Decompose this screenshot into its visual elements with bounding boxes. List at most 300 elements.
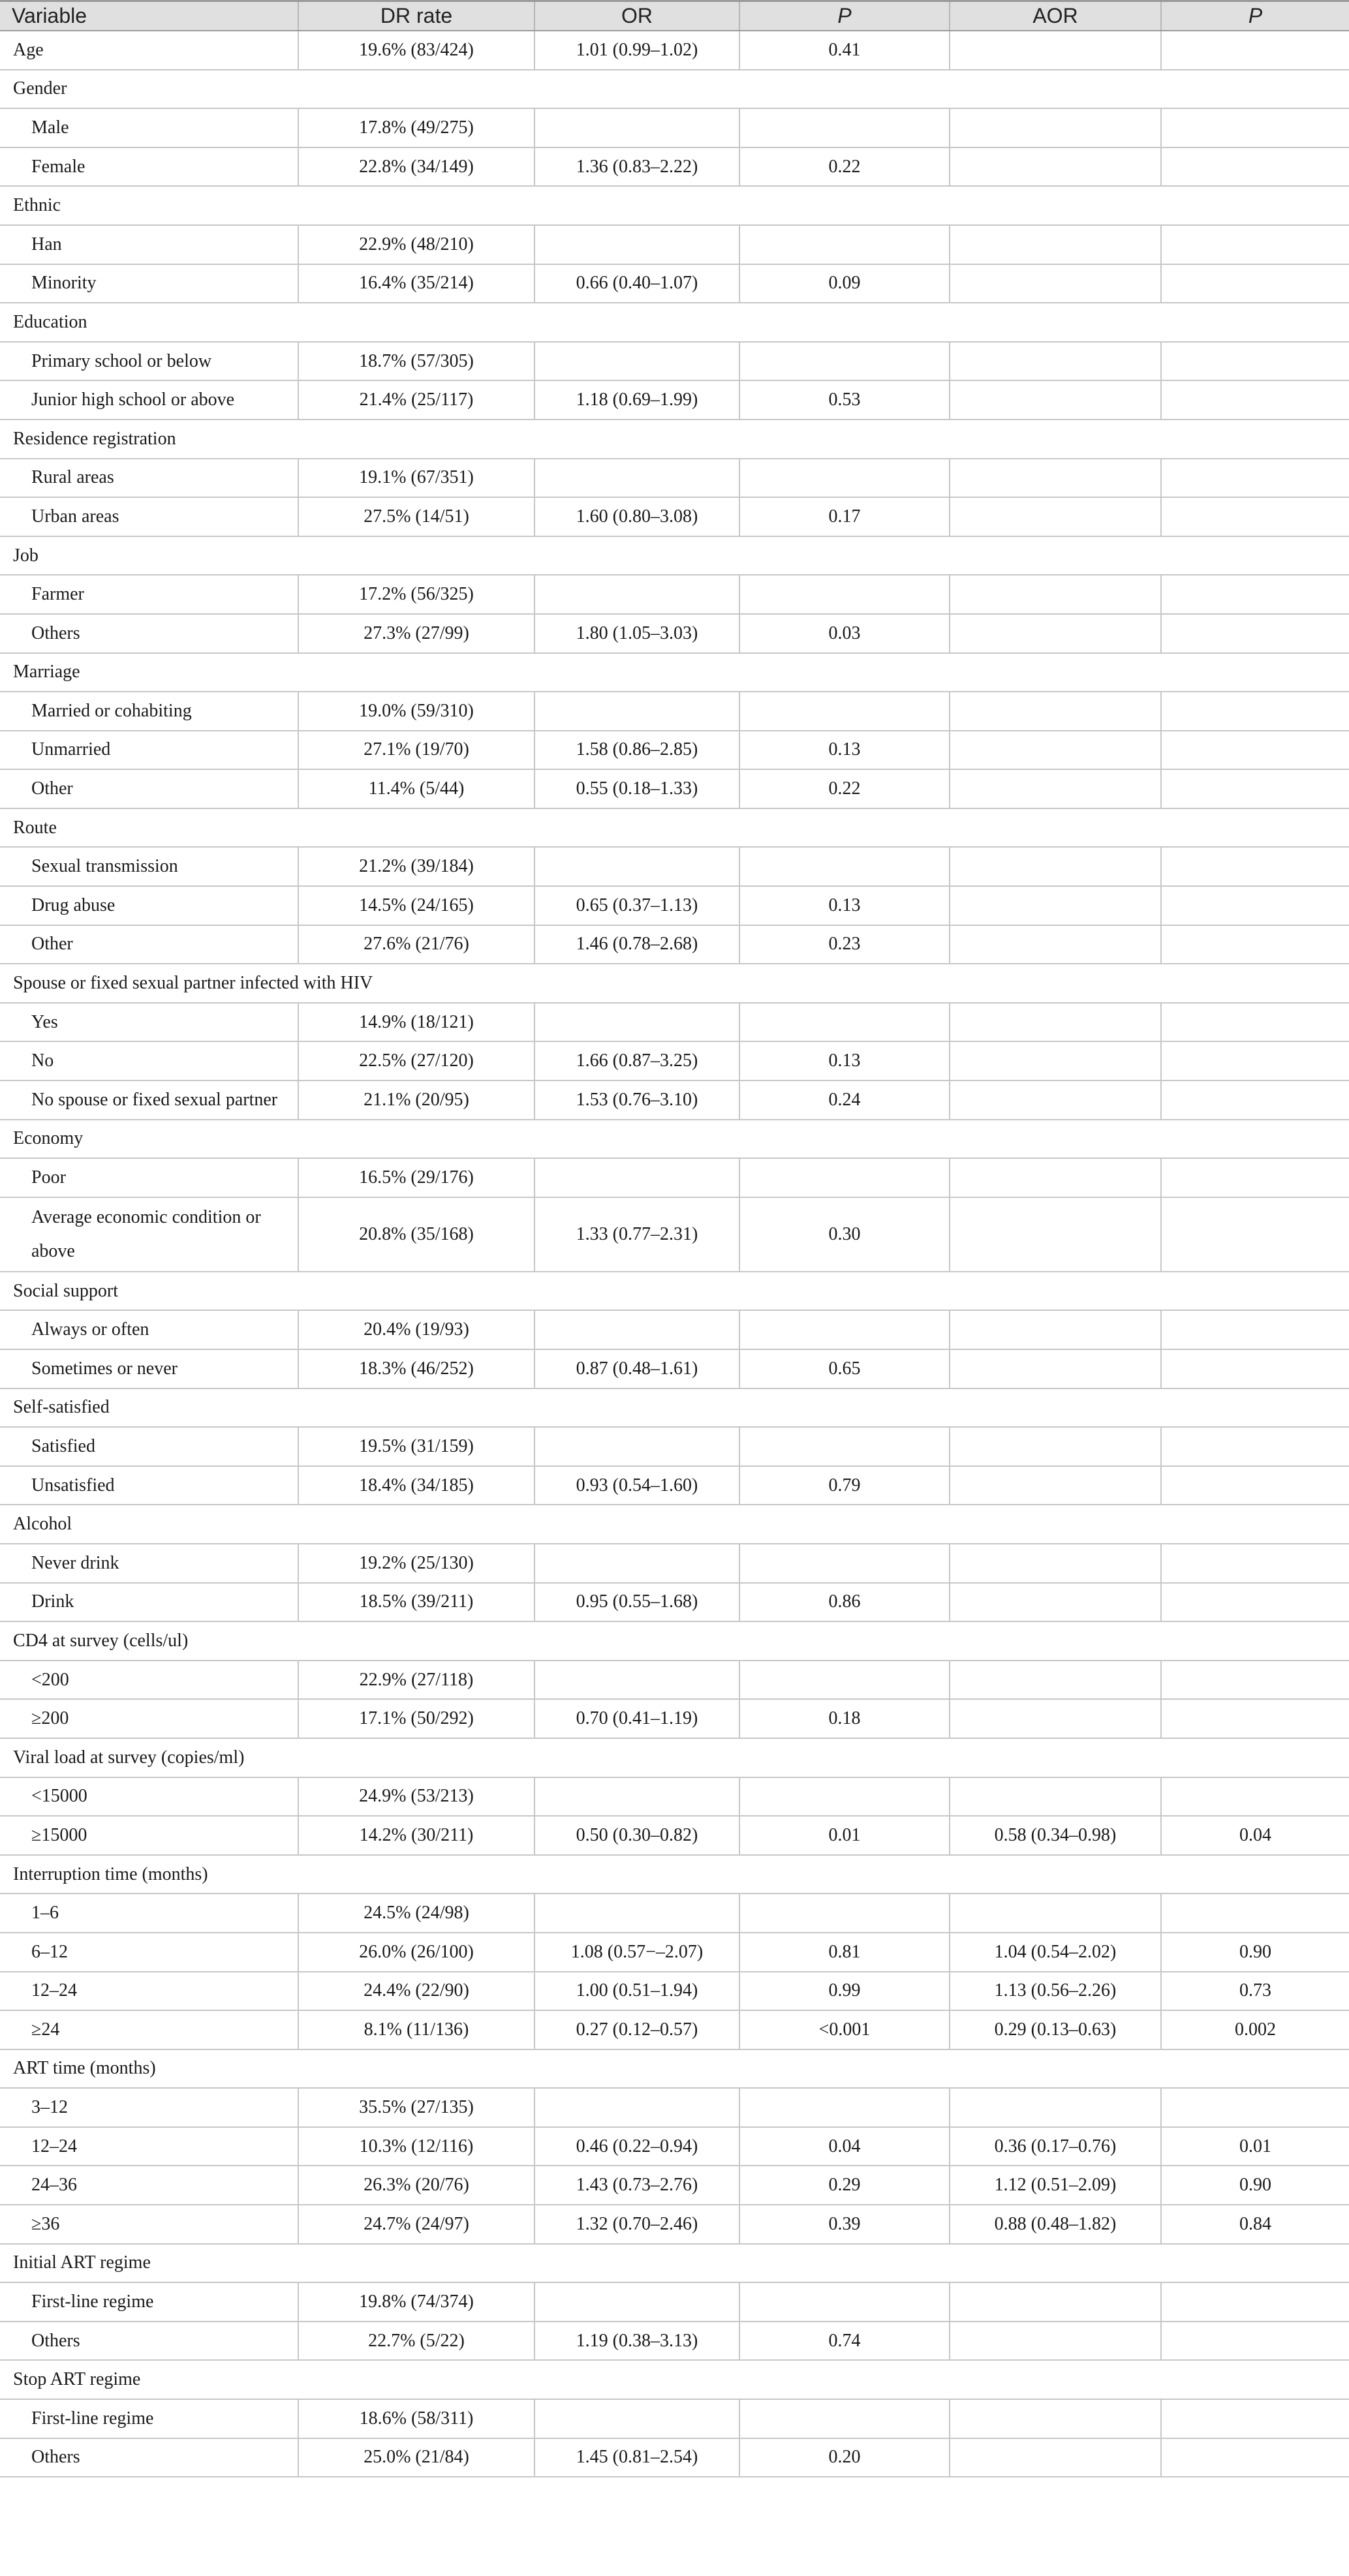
cell-aor xyxy=(950,31,1161,70)
cell-or xyxy=(535,1661,739,1700)
cell-p-adjusted xyxy=(1161,886,1349,925)
cell-or: 1.58 (0.86–2.85) xyxy=(535,731,739,770)
cell-p-adjusted xyxy=(1161,692,1349,731)
cell-or: 1.45 (0.81–2.54) xyxy=(535,2438,739,2477)
cell-or: 1.18 (0.69–1.99) xyxy=(535,380,739,420)
cell-or: 0.87 (0.48–1.61) xyxy=(535,1349,739,1388)
table-row xyxy=(0,2205,1349,2244)
cell-variable: Age xyxy=(0,31,298,70)
group-header-row xyxy=(0,1120,1349,1159)
cell-p: 0.13 xyxy=(739,731,950,770)
cell-p: 0.41 xyxy=(739,31,950,70)
group-header-row xyxy=(0,1272,1349,1311)
cell-variable: Married or cohabiting xyxy=(0,692,298,731)
table-row xyxy=(0,342,1349,381)
cell-variable: Never drink xyxy=(0,1544,298,1583)
cell-p-adjusted xyxy=(1161,1349,1349,1388)
table-row xyxy=(0,925,1349,964)
cell-p: 0.13 xyxy=(739,886,950,925)
cell-variable: 24–36 xyxy=(0,2166,298,2205)
cell-aor xyxy=(950,886,1161,925)
cell-aor: 0.29 (0.13–0.63) xyxy=(950,2010,1161,2049)
cell-dr-rate: 10.3% (12/116) xyxy=(298,2127,535,2166)
cell-or: 1.66 (0.87–3.25) xyxy=(535,1041,739,1081)
group-header-row xyxy=(0,70,1349,109)
table-body xyxy=(0,31,1349,2477)
cell-dr-rate: 14.9% (18/121) xyxy=(298,1003,535,1042)
cell-aor xyxy=(950,1661,1161,1700)
cell-aor xyxy=(950,108,1161,147)
table-row xyxy=(0,731,1349,770)
group-header-row xyxy=(0,808,1349,848)
cell-or xyxy=(535,225,739,264)
group-label: Interruption time (months) xyxy=(0,1855,1349,1894)
cell-variable: ≥200 xyxy=(0,1699,298,1738)
group-header-row xyxy=(0,2049,1349,2089)
cell-p-adjusted xyxy=(1161,769,1349,808)
cell-dr-rate: 22.5% (27/120) xyxy=(298,1041,535,1081)
cell-dr-rate: 27.6% (21/76) xyxy=(298,925,535,964)
cell-dr-rate: 18.5% (39/211) xyxy=(298,1583,535,1622)
cell-p: 0.29 xyxy=(739,2166,950,2205)
cell-p: 0.04 xyxy=(739,2127,950,2166)
cell-aor: 0.58 (0.34–0.98) xyxy=(950,1816,1161,1855)
cell-p-adjusted xyxy=(1161,497,1349,536)
cell-variable: 6–12 xyxy=(0,1933,298,1972)
cell-dr-rate: 19.6% (83/424) xyxy=(298,31,535,70)
cell-dr-rate: 20.4% (19/93) xyxy=(298,1310,535,1349)
cell-p-adjusted xyxy=(1161,108,1349,147)
cell-variable: Satisfied xyxy=(0,1427,298,1466)
cell-or: 1.00 (0.51–1.94) xyxy=(535,1972,739,2011)
cell-or xyxy=(535,1310,739,1349)
cell-p-adjusted xyxy=(1161,1544,1349,1583)
cell-aor xyxy=(950,1894,1161,1933)
cell-p-adjusted xyxy=(1161,2282,1349,2322)
group-label: Gender xyxy=(0,70,1349,109)
cell-variable: No spouse or fixed sexual partner xyxy=(0,1081,298,1120)
cell-aor xyxy=(950,847,1161,886)
cell-aor xyxy=(950,2322,1161,2361)
cell-p xyxy=(739,1544,950,1583)
group-label: Alcohol xyxy=(0,1505,1349,1544)
cell-p xyxy=(739,1894,950,1933)
cell-dr-rate: 35.5% (27/135) xyxy=(298,2088,535,2127)
cell-dr-rate: 24.4% (22/90) xyxy=(298,1972,535,2011)
cell-p: 0.53 xyxy=(739,380,950,420)
group-label: Stop ART regime xyxy=(0,2360,1349,2399)
table-row xyxy=(0,2322,1349,2361)
cell-p: 0.99 xyxy=(739,1972,950,2011)
group-header-row xyxy=(0,303,1349,342)
cell-p-adjusted xyxy=(1161,1699,1349,1738)
cell-p-adjusted xyxy=(1161,1158,1349,1197)
cell-p xyxy=(739,1661,950,1700)
cell-variable: Average economic condition or above xyxy=(0,1197,298,1272)
cell-p-adjusted: 0.90 xyxy=(1161,1933,1349,1972)
cell-aor xyxy=(950,2282,1161,2322)
cell-variable: ≥36 xyxy=(0,2205,298,2244)
cell-variable: No xyxy=(0,1041,298,1081)
table-row xyxy=(0,2088,1349,2127)
cell-dr-rate: 18.7% (57/305) xyxy=(298,342,535,381)
table-row xyxy=(0,1349,1349,1388)
cell-aor xyxy=(950,342,1161,381)
table-row xyxy=(0,2438,1349,2477)
cell-variable: 12–24 xyxy=(0,2127,298,2166)
table-row xyxy=(0,108,1349,147)
cell-p: 0.22 xyxy=(739,769,950,808)
cell-aor xyxy=(950,1777,1161,1817)
cell-p-adjusted xyxy=(1161,575,1349,614)
group-label: Marriage xyxy=(0,653,1349,692)
cell-or: 1.46 (0.78–2.68) xyxy=(535,925,739,964)
cell-p: 0.79 xyxy=(739,1466,950,1505)
table-row xyxy=(0,2282,1349,2322)
group-header-row xyxy=(0,2360,1349,2399)
cell-dr-rate: 19.5% (31/159) xyxy=(298,1427,535,1466)
cell-aor xyxy=(950,731,1161,770)
cell-aor xyxy=(950,575,1161,614)
cell-p: 0.20 xyxy=(739,2438,950,2477)
cell-aor xyxy=(950,2088,1161,2127)
header-p-adjusted: P xyxy=(1161,1,1349,31)
group-label: Job xyxy=(0,536,1349,575)
cell-p-adjusted xyxy=(1161,225,1349,264)
table-row xyxy=(0,1041,1349,1081)
cell-variable: First-line regime xyxy=(0,2282,298,2322)
group-label: Education xyxy=(0,303,1349,342)
cell-p-adjusted xyxy=(1161,1777,1349,1817)
group-label: Viral load at survey (copies/ml) xyxy=(0,1738,1349,1777)
cell-aor: 0.88 (0.48–1.82) xyxy=(950,2205,1161,2244)
cell-dr-rate: 11.4% (5/44) xyxy=(298,769,535,808)
cell-dr-rate: 22.9% (27/118) xyxy=(298,1661,535,1700)
cell-dr-rate: 27.5% (14/51) xyxy=(298,497,535,536)
cell-or xyxy=(535,2282,739,2322)
cell-p-adjusted xyxy=(1161,1081,1349,1120)
cell-aor xyxy=(950,459,1161,498)
cell-p-adjusted xyxy=(1161,847,1349,886)
cell-aor xyxy=(950,1544,1161,1583)
table-row xyxy=(0,1699,1349,1738)
group-label: Economy xyxy=(0,1120,1349,1159)
cell-or xyxy=(535,459,739,498)
group-header-row xyxy=(0,2244,1349,2283)
cell-aor xyxy=(950,1310,1161,1349)
cell-dr-rate: 18.3% (46/252) xyxy=(298,1349,535,1388)
cell-variable: ≥24 xyxy=(0,2010,298,2049)
cell-p: 0.01 xyxy=(739,1816,950,1855)
table-row xyxy=(0,1466,1349,1505)
table-row xyxy=(0,1197,1349,1272)
cell-or xyxy=(535,342,739,381)
cell-p-adjusted xyxy=(1161,731,1349,770)
cell-variable: Always or often xyxy=(0,1310,298,1349)
cell-aor: 1.12 (0.51–2.09) xyxy=(950,2166,1161,2205)
cell-dr-rate: 17.1% (50/292) xyxy=(298,1699,535,1738)
cell-p: 0.13 xyxy=(739,1041,950,1081)
table-row xyxy=(0,575,1349,614)
cell-variable: 12–24 xyxy=(0,1972,298,2011)
cell-p: 0.22 xyxy=(739,147,950,187)
cell-p-adjusted: 0.002 xyxy=(1161,2010,1349,2049)
cell-p: 0.17 xyxy=(739,497,950,536)
cell-dr-rate: 19.8% (74/374) xyxy=(298,2282,535,2322)
table-row xyxy=(0,225,1349,264)
table-row xyxy=(0,31,1349,70)
cell-p-adjusted xyxy=(1161,2438,1349,2477)
cell-aor xyxy=(950,497,1161,536)
cell-p: 0.39 xyxy=(739,2205,950,2244)
cell-or xyxy=(535,692,739,731)
cell-variable: Han xyxy=(0,225,298,264)
cell-p-adjusted xyxy=(1161,1661,1349,1700)
cell-dr-rate: 20.8% (35/168) xyxy=(298,1197,535,1272)
cell-dr-rate: 21.1% (20/95) xyxy=(298,1081,535,1120)
cell-or: 1.53 (0.76–3.10) xyxy=(535,1081,739,1120)
cell-or: 1.60 (0.80–3.08) xyxy=(535,497,739,536)
cell-p-adjusted xyxy=(1161,1427,1349,1466)
cell-or xyxy=(535,108,739,147)
cell-p-adjusted xyxy=(1161,2088,1349,2127)
cell-variable: Others xyxy=(0,2438,298,2477)
cell-aor xyxy=(950,264,1161,303)
table-row xyxy=(0,2010,1349,2049)
cell-p-adjusted xyxy=(1161,925,1349,964)
header-variable: Variable xyxy=(0,1,298,31)
cell-p-adjusted: 0.01 xyxy=(1161,2127,1349,2166)
group-label: Spouse or fixed sexual partner infected with HIV xyxy=(0,964,1349,1003)
cell-aor xyxy=(950,1583,1161,1622)
cell-p-adjusted xyxy=(1161,147,1349,187)
cell-p: 0.65 xyxy=(739,1349,950,1388)
cell-p-adjusted xyxy=(1161,1466,1349,1505)
cell-dr-rate: 14.5% (24/165) xyxy=(298,886,535,925)
cell-dr-rate: 16.4% (35/214) xyxy=(298,264,535,303)
header-aor: AOR xyxy=(950,1,1161,31)
cell-p xyxy=(739,108,950,147)
cell-p xyxy=(739,692,950,731)
cell-variable: Others xyxy=(0,2322,298,2361)
cell-or: 1.19 (0.38–3.13) xyxy=(535,2322,739,2361)
cell-p-adjusted xyxy=(1161,1310,1349,1349)
table-row xyxy=(0,1894,1349,1933)
table-row xyxy=(0,1583,1349,1622)
cell-variable: Junior high school or above xyxy=(0,380,298,420)
cell-variable: Unmarried xyxy=(0,731,298,770)
cell-or: 1.01 (0.99–1.02) xyxy=(535,31,739,70)
cell-or: 1.36 (0.83–2.22) xyxy=(535,147,739,187)
group-label: Route xyxy=(0,808,1349,848)
table-row xyxy=(0,1081,1349,1120)
cell-p xyxy=(739,225,950,264)
cell-variable: 1–6 xyxy=(0,1894,298,1933)
cell-variable: Other xyxy=(0,769,298,808)
cell-or: 0.55 (0.18–1.33) xyxy=(535,769,739,808)
cell-dr-rate: 16.5% (29/176) xyxy=(298,1158,535,1197)
cell-p: 0.86 xyxy=(739,1583,950,1622)
cell-variable: Female xyxy=(0,147,298,187)
cell-dr-rate: 26.0% (26/100) xyxy=(298,1933,535,1972)
cell-variable: Unsatisfied xyxy=(0,1466,298,1505)
cell-p xyxy=(739,1003,950,1042)
cell-aor xyxy=(950,925,1161,964)
table-row xyxy=(0,497,1349,536)
cell-or xyxy=(535,1777,739,1817)
table-row xyxy=(0,1777,1349,1817)
cell-or: 1.33 (0.77–2.31) xyxy=(535,1197,739,1272)
cell-dr-rate: 17.2% (56/325) xyxy=(298,575,535,614)
group-header-row xyxy=(0,1855,1349,1894)
table-row xyxy=(0,380,1349,420)
table-row xyxy=(0,769,1349,808)
cell-or xyxy=(535,1894,739,1933)
table-row xyxy=(0,1661,1349,1700)
cell-dr-rate: 19.1% (67/351) xyxy=(298,459,535,498)
cell-aor xyxy=(950,147,1161,187)
cell-or: 0.65 (0.37–1.13) xyxy=(535,886,739,925)
header-p: P xyxy=(739,1,950,31)
group-header-row xyxy=(0,964,1349,1003)
cell-p: 0.24 xyxy=(739,1081,950,1120)
cell-dr-rate: 19.0% (59/310) xyxy=(298,692,535,731)
group-label: CD4 at survey (cells/ul) xyxy=(0,1621,1349,1661)
cell-or: 1.80 (1.05–3.03) xyxy=(535,614,739,653)
cell-p: 0.03 xyxy=(739,614,950,653)
cell-dr-rate: 22.9% (48/210) xyxy=(298,225,535,264)
cell-variable: <200 xyxy=(0,1661,298,1700)
cell-or: 0.46 (0.22–0.94) xyxy=(535,2127,739,2166)
cell-p xyxy=(739,1427,950,1466)
cell-dr-rate: 21.4% (25/117) xyxy=(298,380,535,420)
cell-dr-rate: 26.3% (20/76) xyxy=(298,2166,535,2205)
cell-aor xyxy=(950,692,1161,731)
group-header-row xyxy=(0,653,1349,692)
cell-p-adjusted xyxy=(1161,459,1349,498)
table-row xyxy=(0,886,1349,925)
group-header-row xyxy=(0,1621,1349,1661)
cell-or xyxy=(535,1158,739,1197)
group-label: ART time (months) xyxy=(0,2049,1349,2089)
cell-or xyxy=(535,847,739,886)
cell-variable: Sometimes or never xyxy=(0,1349,298,1388)
group-header-row xyxy=(0,1738,1349,1777)
cell-dr-rate: 24.5% (24/98) xyxy=(298,1894,535,1933)
cell-dr-rate: 25.0% (21/84) xyxy=(298,2438,535,2477)
cell-p xyxy=(739,1158,950,1197)
cell-or: 1.43 (0.73–2.76) xyxy=(535,2166,739,2205)
cell-p-adjusted xyxy=(1161,1894,1349,1933)
cell-or: 0.27 (0.12–0.57) xyxy=(535,2010,739,2049)
cell-p xyxy=(739,2088,950,2127)
cell-dr-rate: 24.9% (53/213) xyxy=(298,1777,535,1817)
cell-aor xyxy=(950,1003,1161,1042)
cell-variable: Sexual transmission xyxy=(0,847,298,886)
cell-p-adjusted xyxy=(1161,1041,1349,1081)
cell-p-adjusted xyxy=(1161,2399,1349,2438)
cell-aor: 1.04 (0.54–2.02) xyxy=(950,1933,1161,1972)
cell-dr-rate: 22.8% (34/149) xyxy=(298,147,535,187)
table-row xyxy=(0,1427,1349,1466)
table-row xyxy=(0,692,1349,731)
cell-or: 1.32 (0.70–2.46) xyxy=(535,2205,739,2244)
table-row xyxy=(0,847,1349,886)
table-row xyxy=(0,1310,1349,1349)
table-row xyxy=(0,264,1349,303)
table-header xyxy=(0,1,1349,31)
cell-or xyxy=(535,2088,739,2127)
cell-p xyxy=(739,2282,950,2322)
table-row xyxy=(0,1003,1349,1042)
cell-p xyxy=(739,847,950,886)
cell-p-adjusted xyxy=(1161,380,1349,420)
cell-or xyxy=(535,1003,739,1042)
table-row xyxy=(0,2399,1349,2438)
cell-aor xyxy=(950,769,1161,808)
cell-p xyxy=(739,1777,950,1817)
cell-p xyxy=(739,2399,950,2438)
header-dr-rate: DR rate xyxy=(298,1,535,31)
cell-variable: Others xyxy=(0,614,298,653)
group-label: Self-satisfied xyxy=(0,1388,1349,1428)
cell-or xyxy=(535,1544,739,1583)
cell-aor xyxy=(950,2438,1161,2477)
group-header-row xyxy=(0,420,1349,459)
cell-or: 0.70 (0.41–1.19) xyxy=(535,1699,739,1738)
table-row xyxy=(0,2127,1349,2166)
group-header-row xyxy=(0,536,1349,575)
cell-aor xyxy=(950,1197,1161,1272)
cell-dr-rate: 18.6% (58/311) xyxy=(298,2399,535,2438)
cell-p-adjusted xyxy=(1161,31,1349,70)
cell-aor xyxy=(950,1081,1161,1120)
cell-p-adjusted: 0.90 xyxy=(1161,2166,1349,2205)
cell-p-adjusted: 0.73 xyxy=(1161,1972,1349,2011)
cell-aor xyxy=(950,1699,1161,1738)
cell-aor xyxy=(950,1349,1161,1388)
cell-p-adjusted xyxy=(1161,1197,1349,1272)
cell-aor xyxy=(950,1427,1161,1466)
group-label: Residence registration xyxy=(0,420,1349,459)
cell-p xyxy=(739,1310,950,1349)
table-row xyxy=(0,1933,1349,1972)
cell-variable: Primary school or below xyxy=(0,342,298,381)
cell-aor xyxy=(950,614,1161,653)
cell-variable: Rural areas xyxy=(0,459,298,498)
cell-p: 0.23 xyxy=(739,925,950,964)
cell-variable: Other xyxy=(0,925,298,964)
cell-or xyxy=(535,1427,739,1466)
cell-dr-rate: 14.2% (30/211) xyxy=(298,1816,535,1855)
cell-variable: First-line regime xyxy=(0,2399,298,2438)
cell-dr-rate: 18.4% (34/185) xyxy=(298,1466,535,1505)
cell-p: 0.18 xyxy=(739,1699,950,1738)
cell-or: 0.95 (0.55–1.68) xyxy=(535,1583,739,1622)
cell-variable: Poor xyxy=(0,1158,298,1197)
group-label: Social support xyxy=(0,1272,1349,1311)
cell-variable: 3–12 xyxy=(0,2088,298,2127)
cell-p-adjusted xyxy=(1161,1583,1349,1622)
cell-dr-rate: 24.7% (24/97) xyxy=(298,2205,535,2244)
table-row xyxy=(0,614,1349,653)
cell-aor xyxy=(950,225,1161,264)
cell-aor xyxy=(950,1158,1161,1197)
cell-dr-rate: 22.7% (5/22) xyxy=(298,2322,535,2361)
cell-p-adjusted: 0.04 xyxy=(1161,1816,1349,1855)
cell-variable: Drug abuse xyxy=(0,886,298,925)
group-label: Initial ART regime xyxy=(0,2244,1349,2283)
